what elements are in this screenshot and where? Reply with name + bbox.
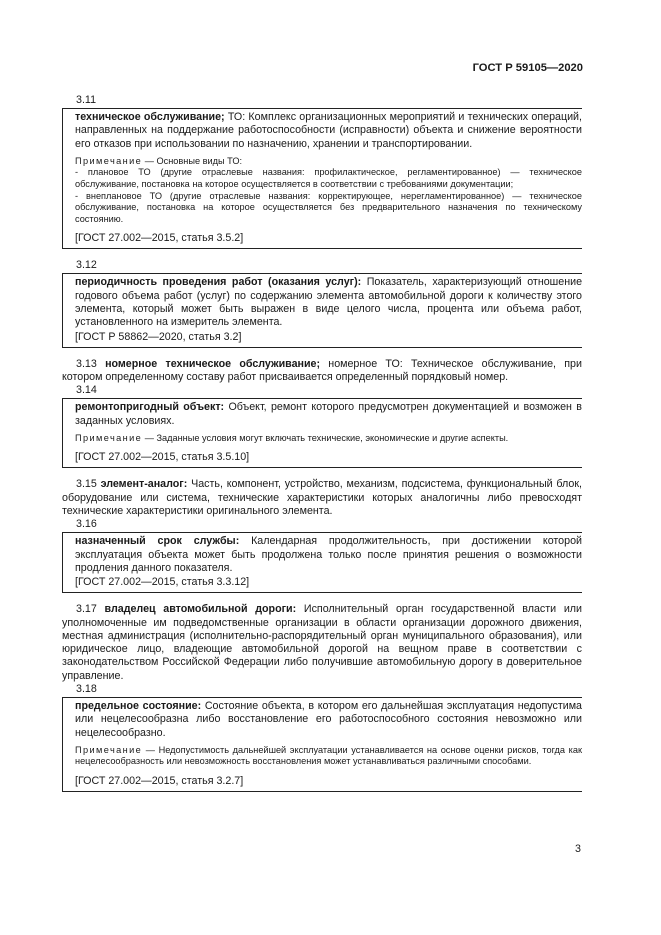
note-label: Примечание — [75, 155, 143, 166]
definition-text: номерное ТО: Техническое обслуживание, при котором определенному составу работ присваивается определенный порядковый номер. — [62, 357, 582, 383]
term-definition — [75, 700, 582, 740]
note-line: - внеплановое ТО (другие отраслевые названия: корректирующее, нерегламентированное) — техническое обслуживание, постановка на которое осуществляется без предварительного назначения по техническому состоянию. — [75, 190, 582, 224]
term-definition — [62, 358, 582, 385]
entry-number: 3.11 — [76, 94, 97, 106]
term-box — [62, 108, 582, 249]
source-reference: [ГОСТ 27.002—2015, статья 3.2.7] — [75, 775, 244, 788]
definition-text: Показатель, характеризующий отношение годового объема работ (услуг) по содержанию элемента автомобильной дороги к количеству этого элемента, который может быть выражен в виде целого числа, процента или объема работ, установленного на измеритель элемента. — [75, 276, 583, 329]
entry-number: 3.18 — [76, 682, 97, 695]
page-number: 3 — [575, 843, 581, 855]
note — [75, 433, 582, 445]
note-text: — Основные виды ТО: — [142, 155, 243, 166]
document-code: ГОСТ Р 59105—2020 — [472, 62, 583, 74]
definition-text: Состояние объекта, в котором его дальнейшая эксплуатация недопустима или нецелесообразна либо восстановление его работоспособного состояния невозможно или нецелесообразно. — [75, 699, 582, 739]
note-label: Примечание — [75, 744, 143, 755]
source-reference: [ГОСТ 27.002—2015, статья 3.5.10] — [75, 451, 250, 464]
source-reference: [ГОСТ 27.002—2015, статья 3.3.12] — [75, 576, 250, 589]
definition-text: Объект, ремонт которого предусмотрен документацией и возможен в заданных условиях. — [75, 401, 582, 427]
note — [75, 156, 582, 226]
term-box — [62, 532, 582, 593]
term-definition — [75, 401, 582, 428]
note — [75, 745, 582, 768]
term: техническое обслуживание; — [75, 111, 225, 123]
term: элемент-аналог: — [100, 478, 188, 491]
term: предельное состояние: — [75, 699, 202, 712]
term-box — [62, 273, 582, 347]
page-content — [62, 94, 582, 802]
entry-number: 3.15 — [76, 478, 97, 491]
term: ремонтопригодный объект: — [75, 401, 225, 414]
entry-number: 3.16 — [76, 518, 97, 531]
term: номерное техническое обслуживание; — [105, 357, 321, 370]
definition-text: Часть, компонент, устройство, механизм, подсистема, функциональный блок, оборудование или система, технические характеристики которых аналогичны либо превосходят технические характеристики оригинального элемента. — [62, 478, 582, 518]
term-definition — [75, 276, 582, 329]
source-reference: [ГОСТ 27.002—2015, статья 3.5.2] — [75, 232, 244, 245]
term: владелец автомобильной дороги: — [104, 603, 297, 616]
entry-number: 3.14 — [76, 384, 97, 397]
term: периодичность проведения работ (оказания услуг): — [75, 276, 362, 289]
source-reference: [ГОСТ Р 58862—2020, статья 3.2] — [75, 330, 242, 343]
note-label: Примечание — [75, 432, 143, 443]
term-box — [62, 398, 582, 468]
term-definition — [75, 535, 582, 575]
entry-number: 3.13 — [76, 357, 97, 370]
term-definition — [62, 603, 582, 683]
note-line: - плановое ТО (другие отраслевые названия: профилактическое, регламентированное) — техническое обслуживание, постановка на которое осуществляется в соответствии с требованиями документации; — [75, 167, 582, 190]
entry-number: 3.17 — [76, 603, 97, 616]
term-definition — [75, 111, 582, 151]
definition-text: Календарная продолжительность, при достижении которой эксплуатация объекта может быть продолжена только после принятия решения о возможности продления данного показателя. — [75, 535, 582, 574]
term: назначенный срок службы: — [75, 535, 240, 548]
term-definition — [62, 478, 582, 518]
definition-text: ТО: Комплекс организационных мероприятий и технических операций, направленных на поддержание работоспособности (исправности) объекта и снижение вероятности его отказов при использовании по назначению, хранении и транспортировании. — [75, 111, 582, 150]
entry-number: 3.12 — [76, 259, 97, 272]
definition-text: Исполнительный орган государственной власти или уполномоченные им подведомственные организации в области организации дорожного движения, местная администрация (исполнительно-распорядительный орган муниципального образования), или юридическое лицо, владеющие автомобильной дорогой на вещном праве в соответствии с законодательством Российской Федерации либо получившие автомобильную дорогу в доверительное управление. — [62, 603, 582, 682]
note-text: — Заданные условия могут включать технические, экономические и другие аспекты. — [142, 432, 509, 443]
term-box — [62, 697, 582, 792]
note-text: — Недопустимость дальнейшей эксплуатации устанавливается на основе оценки рисков, тогда как нецелесообразность или невозможность восстановления может устанавливаться различными способами. — [75, 744, 582, 767]
